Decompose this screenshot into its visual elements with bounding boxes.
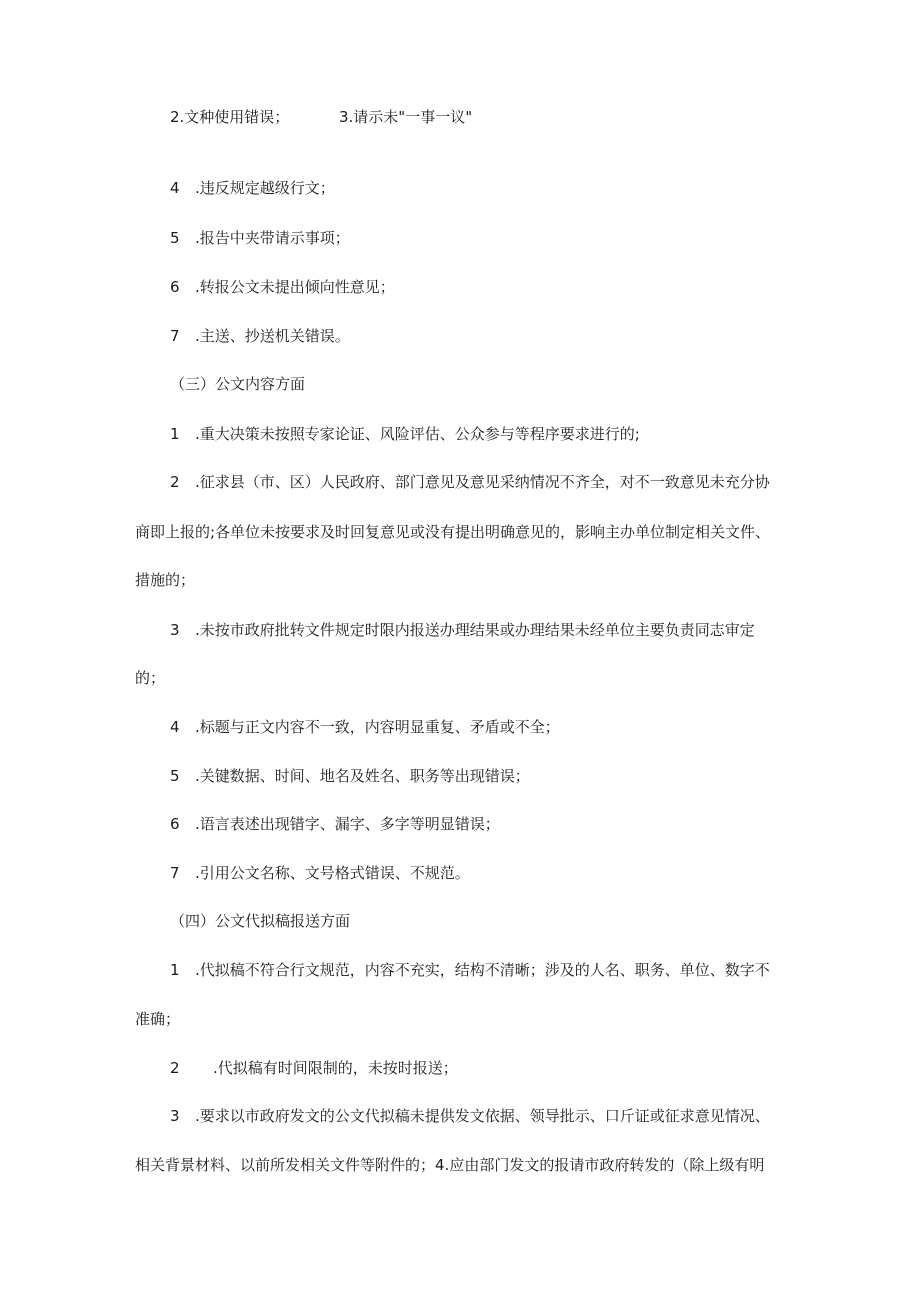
list-item-continuation: 的； xyxy=(135,669,166,687)
item-2-wenzhong: 2.文种使用错误； xyxy=(170,108,290,126)
list-item: .代拟稿有时间限制的，未按时报送； xyxy=(213,1059,458,1077)
item-number: 7 xyxy=(170,327,180,345)
section-heading: （四）公文代拟稿报送方面 xyxy=(170,912,351,930)
list-item: .未按市政府批转文件规定时限内报送办理结果或办理结果未经单位主要负责同志审定 xyxy=(195,621,755,639)
list-item: .引用公文名称、文号格式错误、不规范。 xyxy=(195,864,470,882)
list-item: .转报公文未提出倾向性意见； xyxy=(195,278,395,296)
section-heading: （三）公文内容方面 xyxy=(170,375,306,393)
list-item: .代拟稿不符合行文规范，内容不充实，结构不清晰；涉及的人名、职务、单位、数字不 xyxy=(195,961,770,979)
list-item: .报告中夹带请示事项； xyxy=(195,229,350,247)
list-item: .语言表述出现错字、漏字、多字等明显错误； xyxy=(195,815,500,833)
item-number: 2 xyxy=(170,1059,180,1077)
list-item-continuation: 相关背景材料、以前所发相关文件等附件的；4.应由部门发文的报请市政府转发的（除上级有明 xyxy=(135,1156,765,1174)
list-item-continuation: 措施的； xyxy=(135,571,196,589)
item-number: 4 xyxy=(170,718,180,736)
list-item-continuation: 商即上报的;各单位未按要求及时回复意见或没有提出明确意见的，影响主办单位制定相关文件、 xyxy=(135,523,771,541)
item-number: 4 xyxy=(170,179,180,197)
item-number: 6 xyxy=(170,815,180,833)
list-item: .违反规定越级行文； xyxy=(195,179,335,197)
item-number: 3 xyxy=(170,1107,180,1125)
list-item: .主送、抄送机关错误。 xyxy=(195,327,350,345)
list-item: .要求以市政府发文的公文代拟稿未提供发文依据、领导批示、口斤证或征求意见情况、 xyxy=(195,1107,770,1125)
item-number: 5 xyxy=(170,767,180,785)
item-number: 6 xyxy=(170,278,180,296)
item-number: 3 xyxy=(170,621,180,639)
list-item: .标题与正文内容不一致，内容明显重复、矛盾或不全； xyxy=(195,718,560,736)
item-number: 2 xyxy=(170,473,180,491)
item-number: 5 xyxy=(170,229,180,247)
list-item-continuation: 准确； xyxy=(135,1010,181,1028)
item-3-qingshi: 3.请示未"一事一议" xyxy=(339,108,473,126)
item-number: 1 xyxy=(170,425,180,443)
list-item: .重大决策未按照专家论证、风险评估、公众参与等程序要求进行的; xyxy=(195,425,640,443)
list-item: .关键数据、时间、地名及姓名、职务等出现错误； xyxy=(195,767,530,785)
item-number: 7 xyxy=(170,864,180,882)
list-item: .征求县（市、区）人民政府、部门意见及意见采纳情况不齐全，对不一致意见未充分协 xyxy=(195,473,770,491)
item-number: 1 xyxy=(170,961,180,979)
